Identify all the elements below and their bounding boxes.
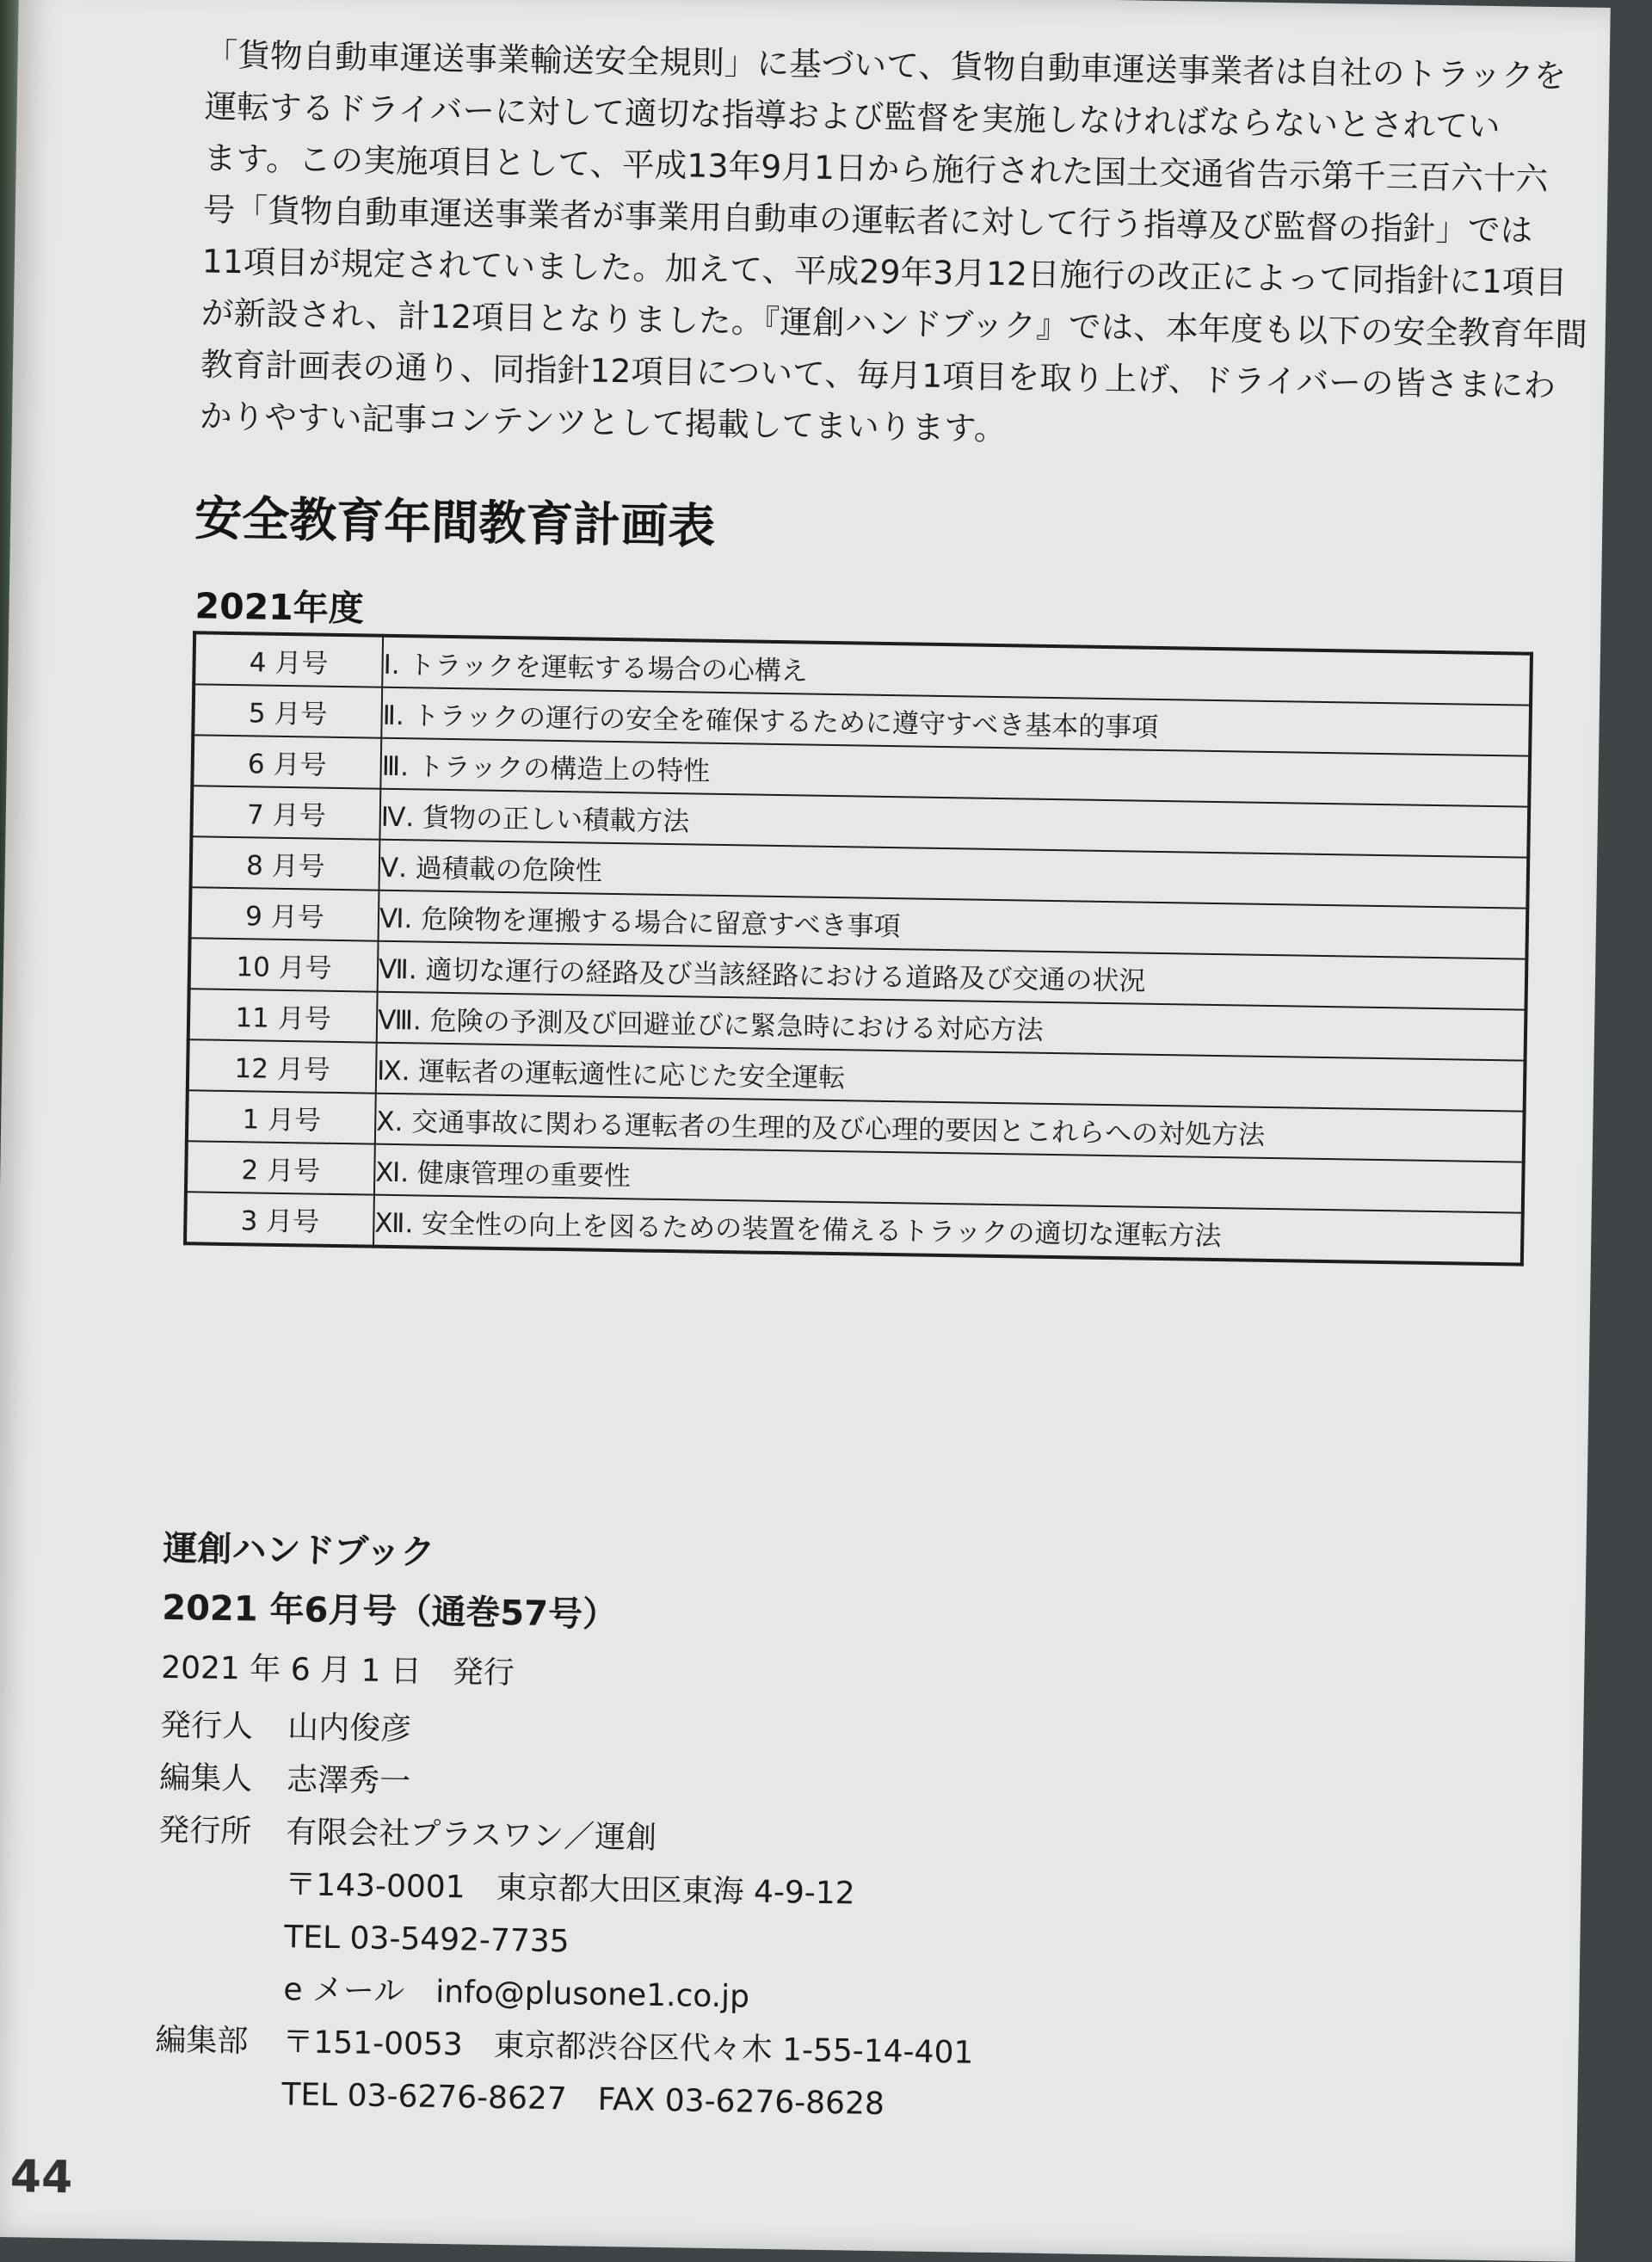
publisher-label: 発行人 (159, 1707, 254, 1745)
month-cell: 9 月号 (190, 887, 379, 940)
issue-number: 2021 年6月号（通巻57号） (161, 1587, 618, 1636)
intro-paragraph (199, 28, 1588, 463)
dept-phone-fax: TEL 03-6276-8627 FAX 03-6276-8628 (281, 2077, 885, 2123)
month-cell: 5 月号 (193, 684, 382, 737)
intro-line: 号「貨物自動車運送事業者が事業用自動車の運転者に対して行う指導及び監督の指針」では (202, 190, 1533, 250)
dept-details (281, 2016, 974, 2132)
topic-cell: Ⅱ. トラックの運行の安全を確保するために遵守すべき基本的事項 (381, 687, 1531, 756)
office-email: e メール info@plusone1.co.jp (283, 1972, 750, 2015)
office-address: 〒143-0001 東京都大田区東海 4-9-12 (284, 1867, 855, 1912)
topic-cell: Ⅵ. 危険物を運搬する場合に留意すべき事項 (379, 891, 1528, 959)
office-row (156, 1804, 977, 2027)
topic-cell: Ⅹ. 交通事故に関わる運転者の生理的及び心理的要因とこれらへの対処方法 (375, 1094, 1525, 1162)
intro-line: 「貨物自動車運送事業輸送安全規則」に基づいて、貨物自動車運送事業者は自社のトラックを (205, 35, 1567, 96)
topic-cell: Ⅶ. 適切な運行の経路及び当該経路における道路及び交通の状況 (378, 941, 1527, 1010)
plan-title: 安全教育年間教育計画表 (194, 490, 716, 554)
topic-cell: Ⅷ. 危険の予測及び回避並びに緊急時における対応方法 (377, 992, 1526, 1061)
dept-row (154, 2014, 974, 2132)
topic-cell: Ⅻ. 安全性の向上を図るための装置を備えるトラックの適切な運転方法 (373, 1195, 1523, 1265)
education-plan-table (183, 631, 1533, 1266)
office-phone: TEL 03-5492-7735 (284, 1920, 570, 1960)
dept-address: 〒151-0053 東京都渋谷区代々木 1-55-14-401 (282, 2025, 974, 2071)
month-cell: 10 月号 (189, 938, 379, 991)
month-cell: 6 月号 (192, 735, 381, 788)
month-cell: 7 月号 (191, 786, 380, 839)
dept-label: 編集部 (155, 2022, 249, 2060)
month-cell: 4 月号 (194, 632, 383, 687)
topic-cell: Ⅺ. 健康管理の重要性 (374, 1144, 1524, 1213)
intro-line: ます。この実施項目として、平成13年9月1日から施行された国土交通省告示第千三百六十六 (203, 139, 1549, 198)
office-label: 発行所 (157, 1812, 252, 1850)
editor-name: 志澤秀一 (286, 1762, 411, 1800)
intro-line: かりやすい記事コンテンツとして掲載してまいります。 (199, 397, 1007, 448)
month-cell: 1 月号 (187, 1090, 376, 1143)
publish-date: 2021 年 6 月 1 日 発行 (160, 1649, 515, 1692)
intro-line: 11項目が規定されていました。加えて、平成29年3月12日施行の改正によって同指針に1項目 (201, 242, 1568, 302)
month-cell: 11 月号 (188, 989, 378, 1042)
topic-cell: Ⅸ. 運転者の運転適性に応じた安全運転 (376, 1043, 1526, 1112)
page-number: 44 (9, 2151, 73, 2204)
intro-line: 教育計画表の通り、同指針12項目について、毎月1項目を取り上げ、ドライバーの皆さまにわ (200, 345, 1556, 405)
month-cell: 12 月号 (188, 1039, 377, 1093)
topic-cell: Ⅳ. 貨物の正しい積載方法 (379, 789, 1529, 858)
topic-cell: Ⅰ. トラックを運転する場合の心構え (382, 636, 1532, 706)
month-cell: 8 月号 (191, 836, 380, 890)
colophon (154, 1521, 982, 2132)
publisher-name: 山内俊彦 (287, 1710, 412, 1747)
office-company: 有限会社プラスワン／運創 (285, 1815, 657, 1856)
office-details (283, 1806, 856, 2025)
publication-name: 運創ハンドブック (163, 1528, 435, 1573)
month-cell: 3 月号 (185, 1192, 374, 1246)
plan-year: 2021年度 (194, 585, 365, 630)
editor-label: 編集人 (158, 1760, 253, 1797)
intro-line: 運転するドライバーに対して適切な指導および監督を実施しなければならないとされてい (204, 87, 1501, 146)
intro-line: が新設され、計12項目となりました。『運創ハンドブック』では、本年度も以下の安全教育年間 (200, 293, 1588, 354)
topic-cell: Ⅲ. トラックの構造上の特性 (380, 738, 1530, 807)
month-cell: 2 月号 (186, 1141, 375, 1194)
topic-cell: Ⅴ. 過積載の危険性 (379, 840, 1528, 909)
